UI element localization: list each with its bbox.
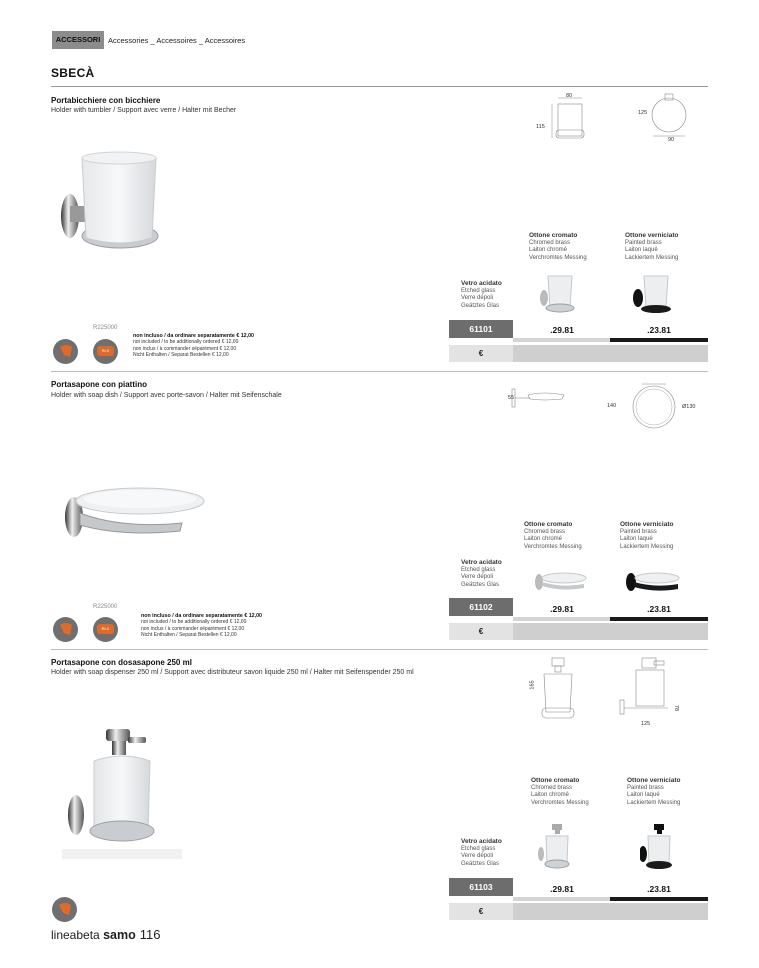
- dim-side-height: 125: [638, 110, 648, 116]
- orange-shape-icon: [58, 343, 74, 359]
- rlx-label: RLX: [97, 624, 114, 634]
- footer-brand: lineabeta samo 116: [51, 927, 161, 942]
- product-subtitle: Holder with soap dish / Support avec porte-savon / Halter mit Seifenschale: [51, 392, 282, 399]
- category-subtitle: Accessories _ Accessoires _ Accessoires: [108, 36, 246, 45]
- chrome-finish-thumbnail: [538, 822, 578, 874]
- dim-depth: 140: [607, 403, 617, 409]
- section-divider: [51, 649, 708, 650]
- price-painted: .23.81: [647, 884, 671, 894]
- glass-label: Vetro acidato Etched glass Verre dépoli Geätztes Glas: [461, 280, 502, 309]
- product-title: Portasapone con piattino: [51, 380, 148, 389]
- dim-width: 80: [566, 93, 573, 99]
- chrome-price-bar: [513, 617, 610, 621]
- currency-cell: €: [449, 345, 513, 362]
- collection-title: SBECÀ: [51, 66, 95, 80]
- dim-diameter: Ø130: [682, 404, 696, 410]
- price-chrome: .29.81: [550, 604, 574, 614]
- painted-finish-thumbnail: [632, 272, 674, 316]
- price-shade-row: [513, 903, 708, 920]
- chrome-price-bar: [513, 897, 610, 901]
- price-painted: .23.81: [647, 325, 671, 335]
- dim-height: 165: [529, 680, 536, 690]
- category-tag: ACCESSORI: [52, 31, 104, 49]
- finish-painted-label: Ottone verniciato Painted brass Laiton laqué Lackiertem Messing: [620, 521, 674, 550]
- price-shade-row: [513, 623, 708, 640]
- soap-dispenser-photo: [62, 727, 186, 861]
- soap-dish-photo: [62, 483, 212, 541]
- price-painted: .23.81: [647, 604, 671, 614]
- finish-chrome-label: Ottone cromato Chromed brass Laiton chromé Verchromtes Messing: [531, 777, 589, 806]
- chrome-finish-thumbnail: [538, 272, 578, 316]
- accessory-note: non incluso / da ordinare separatamente € 12,00 not included / to be additionally ordered € 12,00 non inclus / à commander séparément € 12,00 Nicht Enthalten / Separat Bestellen € 12,00: [133, 333, 254, 358]
- section-divider: [51, 371, 708, 372]
- currency-cell: €: [449, 903, 513, 920]
- soap-dish-top-drawing: [630, 382, 680, 432]
- painted-price-bar: [610, 897, 708, 901]
- product-title: Portabicchiere con bicchiere: [51, 96, 161, 105]
- finish-chrome-label: Ottone cromato Chromed brass Laiton chromé Verchromtes Messing: [524, 521, 582, 550]
- dispenser-front-drawing: [536, 656, 580, 726]
- orange-shape-icon: [58, 621, 74, 637]
- dim-width: 78: [673, 704, 680, 712]
- painted-finish-thumbnail: [626, 570, 682, 592]
- product-subtitle: Holder with soap dispenser 250 ml / Support avec distributeur savon liquide 250 ml / Halter mit Seifenspender 250 ml: [51, 669, 414, 676]
- currency-cell: €: [449, 623, 513, 640]
- dim-height: 55: [508, 395, 515, 401]
- header-divider: [51, 86, 708, 87]
- accessory-code: R225000: [93, 604, 118, 610]
- glass-label: Vetro acidato Etched glass Verre dépoli Geätztes Glas: [461, 559, 502, 588]
- painted-finish-thumbnail: [640, 822, 680, 874]
- accessory-code: R225000: [93, 325, 118, 331]
- tumbler-side-drawing: [645, 92, 695, 142]
- painted-price-bar: [610, 338, 708, 342]
- finish-painted-label: Ottone verniciato Painted brass Laiton laqué Lackiertem Messing: [627, 777, 681, 806]
- orange-shape-icon: [57, 901, 73, 917]
- accessory-note: non incluso / da ordinare separatamente € 12,00 not included / to be additionally ordered € 12,00 non inclus / à commander séparément € 12,00 Nicht Enthalten / Separat Bestellen € 12,00: [141, 613, 262, 638]
- product-code: 61103: [449, 878, 513, 896]
- chrome-finish-thumbnail: [534, 570, 588, 592]
- product-title: Portasapone con dosasapone 250 ml: [51, 658, 192, 667]
- price-chrome: .29.81: [550, 884, 574, 894]
- product-subtitle: Holder with tumbler / Support avec verre / Halter mit Becher: [51, 107, 237, 114]
- soap-dish-front-drawing: [508, 387, 578, 411]
- finish-painted-label: Ottone verniciato Painted brass Laiton laqué Lackiertem Messing: [625, 232, 679, 261]
- dim-height: 115: [536, 124, 545, 130]
- tumbler-holder-photo: [56, 148, 166, 263]
- dim-depth: 90: [668, 137, 675, 143]
- painted-price-bar: [610, 617, 708, 621]
- price-chrome: .29.81: [550, 325, 574, 335]
- chrome-price-bar: [513, 338, 610, 342]
- page-number: 116: [139, 927, 161, 942]
- dispenser-side-drawing: [618, 656, 684, 722]
- finish-chrome-label: Ottone cromato Chromed brass Laiton chromé Verchromtes Messing: [529, 232, 587, 261]
- tumbler-front-drawing: [532, 90, 612, 150]
- dim-depth: 125: [641, 721, 651, 727]
- price-shade-row: [513, 345, 708, 362]
- product-code: 61101: [449, 320, 513, 338]
- product-code: 61102: [449, 598, 513, 616]
- glass-label: Vetro acidato Etched glass Verre dépoli Geätztes Glas: [461, 838, 502, 867]
- rlx-label: RLX: [97, 346, 114, 356]
